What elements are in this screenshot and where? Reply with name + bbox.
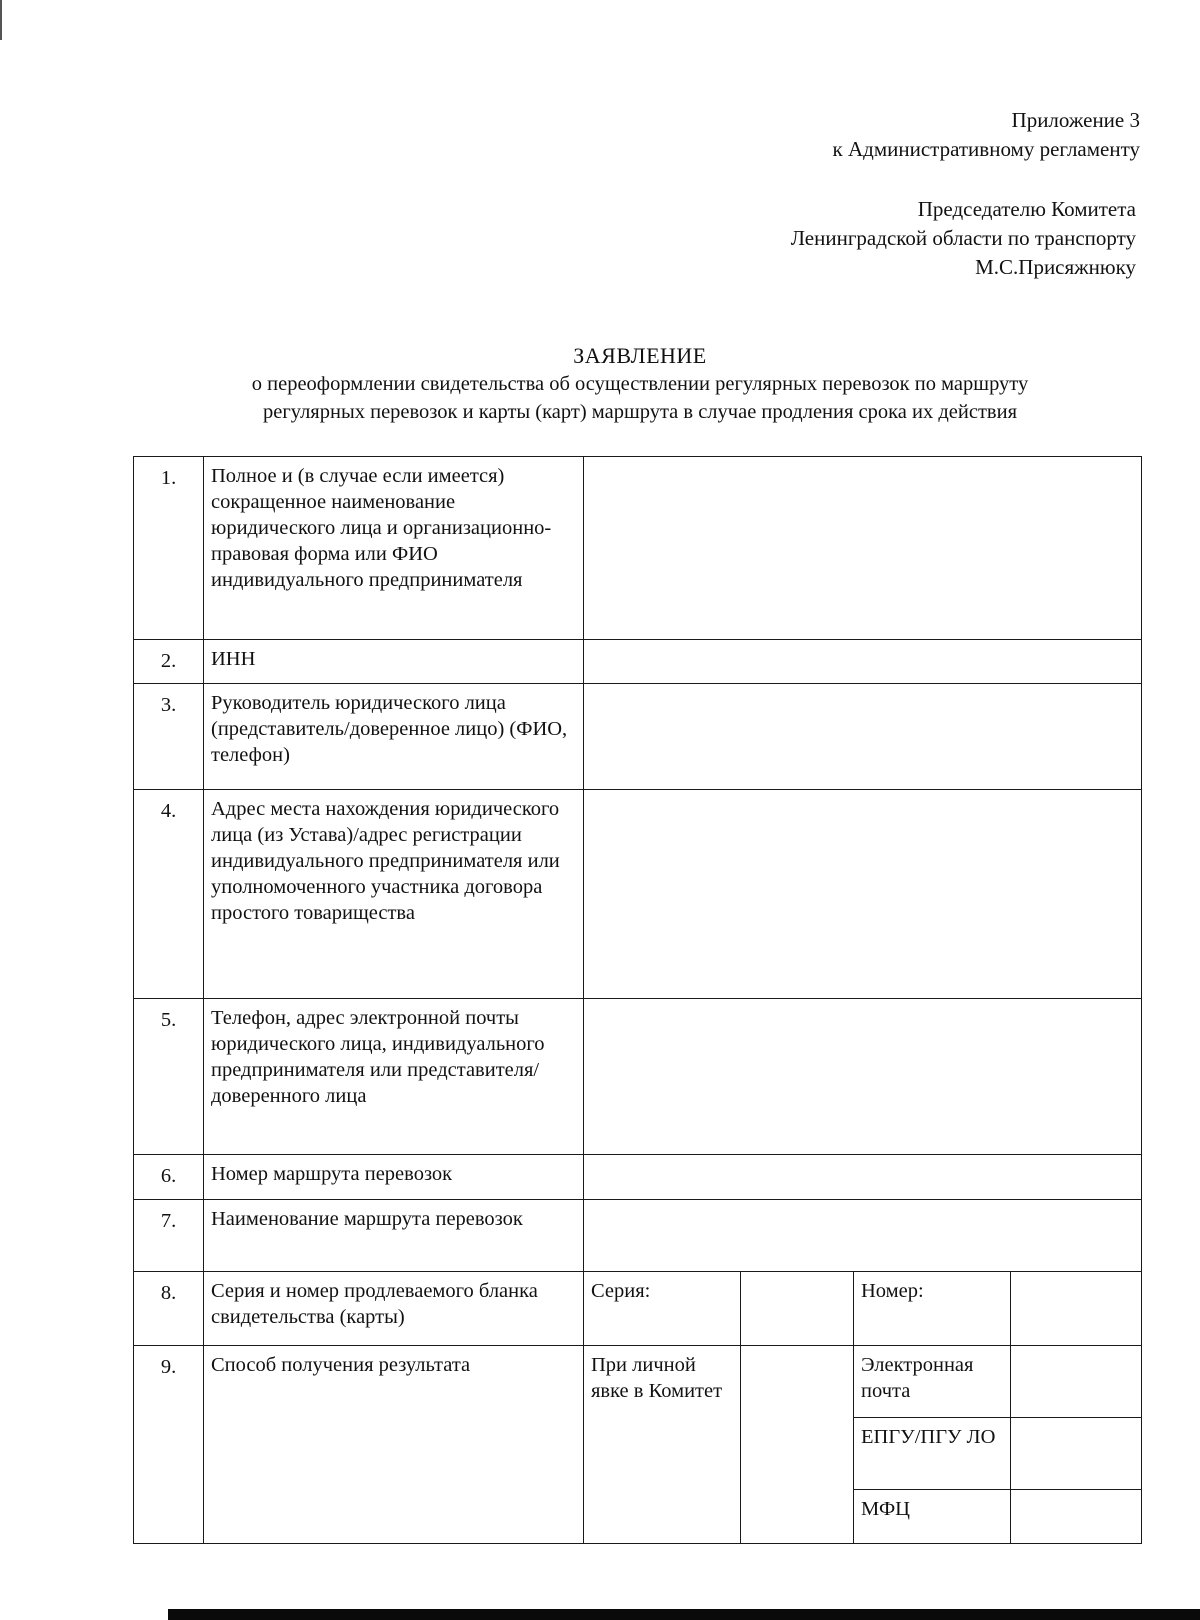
table-row (134, 790, 1142, 999)
row-number: 1. (134, 457, 204, 640)
document-title (120, 342, 1160, 426)
title-main: ЗАЯВЛЕНИЕ (573, 343, 707, 368)
option-epgu-label: ЕПГУ/ПГУ ЛО (854, 1418, 1011, 1490)
addressee-line-2: Ленинградской области по транспорту (790, 226, 1136, 250)
row-label: Способ получения результата (204, 1346, 584, 1544)
row-number: 7. (134, 1200, 204, 1272)
row-label: Телефон, адрес электронной почты юридического лица, индивидуального предпринимателя или представителя/доверенного лица (204, 999, 584, 1155)
appendix-line-2: к Административному регламенту (832, 137, 1140, 161)
option-epgu-checkbox[interactable] (1011, 1418, 1142, 1490)
option-email-checkbox[interactable] (1011, 1346, 1142, 1418)
series-field[interactable] (741, 1272, 854, 1346)
option-email-label: Электронная почта (854, 1346, 1011, 1418)
addressee-line-3: М.С.Присяжнюку (975, 255, 1136, 279)
route-number-field[interactable] (584, 1155, 1142, 1200)
table-row (134, 1155, 1142, 1200)
appendix-reference (833, 106, 1140, 164)
route-name-field[interactable] (584, 1200, 1142, 1272)
title-sub-line-1: о переоформлении свидетельства об осуществлении регулярных перевозок по маршруту (251, 373, 1029, 395)
option-in-person-checkbox[interactable] (741, 1346, 854, 1544)
row-number: 5. (134, 999, 204, 1155)
row-number: 4. (134, 790, 204, 999)
addressee-block (791, 195, 1136, 282)
address-field[interactable] (584, 790, 1142, 999)
number-label: Номер: (854, 1272, 1011, 1346)
table-row (134, 1200, 1142, 1272)
addressee-line-1: Председателю Комитета (917, 197, 1136, 221)
title-sub-line-2: регулярных перевозок и карты (карт) маршрута в случае продления срока их действия (262, 401, 1018, 423)
option-mfc-label: МФЦ (854, 1490, 1011, 1544)
table-row (134, 1272, 1142, 1346)
series-label: Серия: (584, 1272, 741, 1346)
number-field[interactable] (1011, 1272, 1142, 1346)
row-number: 6. (134, 1155, 204, 1200)
row-number: 9. (134, 1346, 204, 1544)
application-form-table (133, 456, 1142, 1544)
table-row (134, 1346, 1142, 1418)
row-number: 3. (134, 684, 204, 790)
row-label: Номер маршрута перевозок (204, 1155, 584, 1200)
table-row (134, 457, 1142, 640)
row-label: Адрес места нахождения юридического лица (из Устава)/адрес регистрации индивидуального предпринимателя или уполномоченного участника договора простого товарищества (204, 790, 584, 999)
row-label: Руководитель юридического лица (представитель/доверенное лицо) (ФИО, телефон) (204, 684, 584, 790)
appendix-line-1: Приложение 3 (1011, 108, 1140, 132)
scan-edge-mark (168, 1609, 1200, 1620)
row-label: Серия и номер продлеваемого бланка свидетельства (карты) (204, 1272, 584, 1346)
row-label: ИНН (204, 640, 584, 684)
legal-entity-name-field[interactable] (584, 457, 1142, 640)
scan-edge-mark (0, 0, 2, 40)
table-row (134, 640, 1142, 684)
table-row (134, 999, 1142, 1155)
head-of-entity-field[interactable] (584, 684, 1142, 790)
row-label: Наименование маршрута перевозок (204, 1200, 584, 1272)
row-number: 8. (134, 1272, 204, 1346)
contact-field[interactable] (584, 999, 1142, 1155)
table-row (134, 684, 1142, 790)
option-mfc-checkbox[interactable] (1011, 1490, 1142, 1544)
inn-field[interactable] (584, 640, 1142, 684)
option-in-person-label: При личной явке в Комитет (584, 1346, 741, 1544)
row-number: 2. (134, 640, 204, 684)
row-label: Полное и (в случае если имеется) сокращенное наименование юридического лица и организационно-правовая форма или ФИО индивидуального предпринимателя (204, 457, 584, 640)
